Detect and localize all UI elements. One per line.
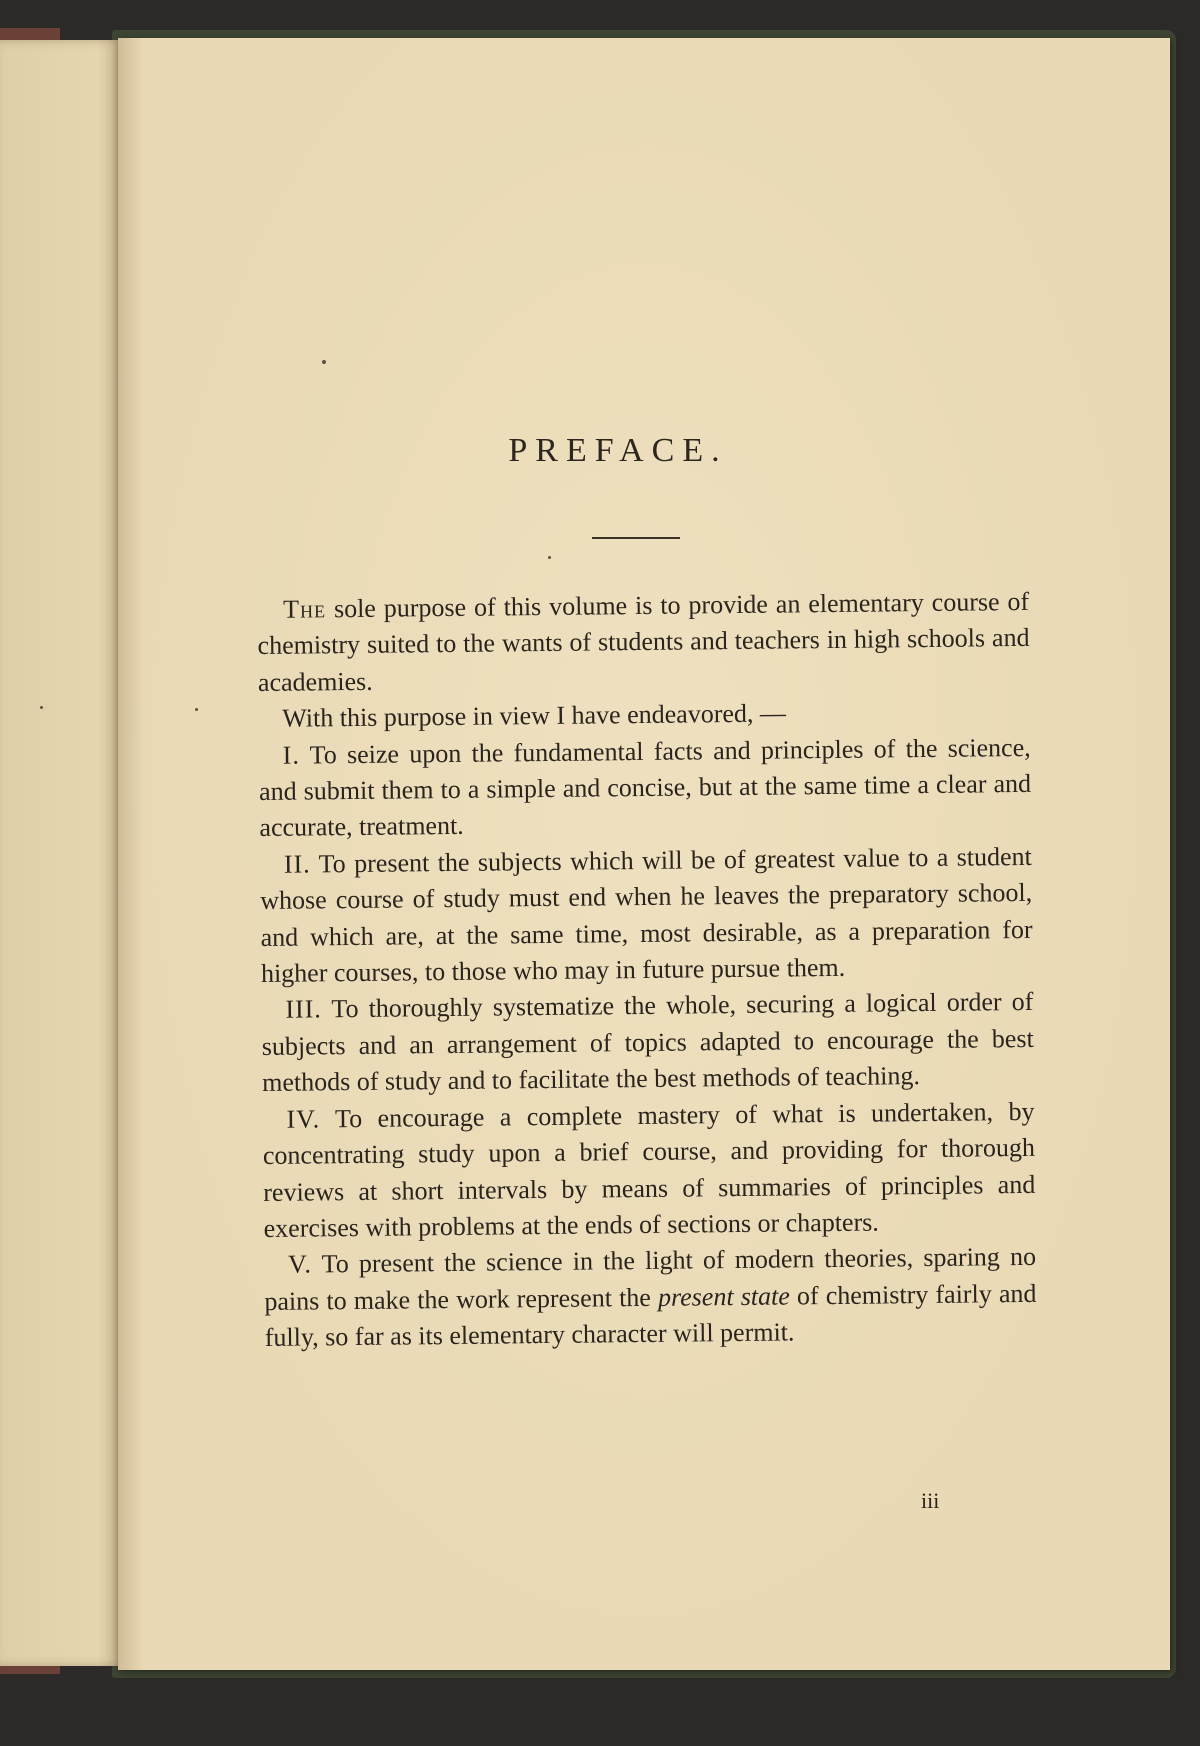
page-number: iii [921, 1488, 940, 1513]
paragraph-text: of chemistry fairly and fully, so far as its elementary character will permit. [264, 1278, 1037, 1353]
paper-speck [195, 708, 198, 711]
paragraph-item-1 [259, 730, 1032, 847]
left-page [0, 40, 122, 1666]
emphasis-text: present state [657, 1281, 790, 1312]
paragraph-text: With this purpose in view I have endeavored, — [282, 698, 787, 733]
item-numeral: I. [282, 740, 301, 770]
item-numeral: V. [287, 1249, 313, 1280]
page-title: PREFACE. [508, 432, 728, 469]
item-numeral: IV. [286, 1104, 321, 1134]
paragraph-text: To encourage a complete mastery of what is undertaken, by concentrating study upon a brief course, and providing for thorough reviews at short intervals by means of summaries of principles and exercises with problems at the ends of sections or chapters. [262, 1096, 1036, 1243]
paper-speck [322, 360, 326, 364]
paragraph-item-5 [264, 1239, 1037, 1356]
paragraph-item-4 [262, 1094, 1035, 1248]
paragraph-text: sole purpose of this volume is to provide an elementary course of chemistry suited to the wants of students and teachers in high schools and academies. [257, 586, 1030, 697]
paragraph-item-3 [261, 984, 1034, 1101]
paragraph-text: To present the subjects which will be of greatest value to a student whose course of study must end when he leaves the preparatory school, and which are, at the same time, most desirable, as a preparation for higher courses, to those who may in future pursue them. [260, 841, 1033, 989]
item-numeral: III. [285, 994, 323, 1025]
paragraph-text: To seize upon the fundamental facts and principles of the science, and submit them to a simple and concise, but at the same time a clear and accurate, treatment. [258, 732, 1032, 843]
paragraph-text: To present the science in the light of modern theories, sparing no pains to make the work represent the [264, 1242, 1037, 1316]
paragraph-text: To thoroughly systematize the whole, securing a logical order of subjects and an arrangement of topics adapted to encourage the best methods of study and to facilitate the best methods of teaching. [261, 987, 1034, 1098]
paper-speck [40, 706, 43, 709]
preface-body [257, 584, 1037, 1357]
paragraph-intro [257, 584, 1030, 701]
item-numeral: II. [283, 849, 311, 879]
lead-word: The [283, 594, 327, 624]
paragraph-item-2 [260, 839, 1033, 993]
paper-speck [548, 556, 551, 559]
title-rule [592, 537, 680, 539]
